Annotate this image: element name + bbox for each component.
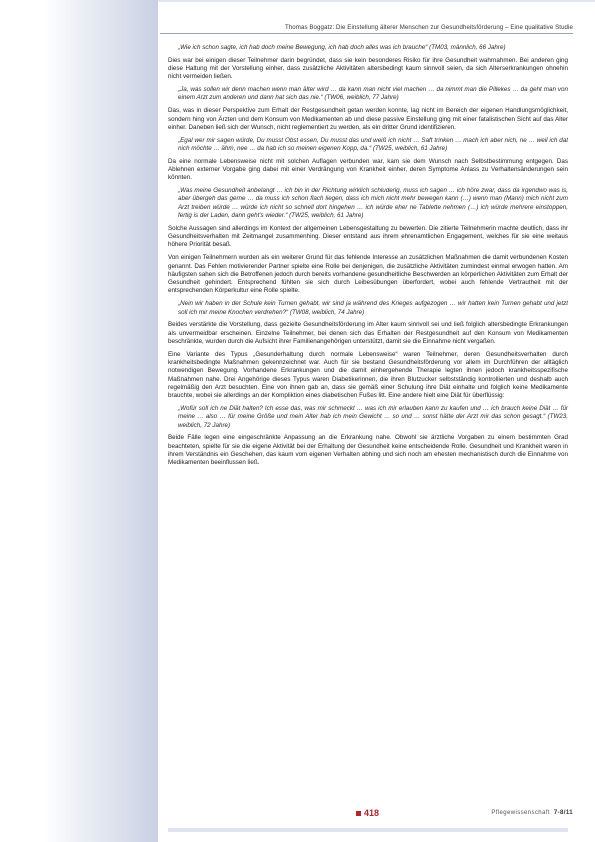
body-paragraph: Da eine normale Lebensweise nicht mit solchen Auflagen verbunden war, kam sie dem Wunsch nach Selbstbestimmung entgegen. Das Ablehnen externer Vorgabe ging dabei mit einer Verdrängung von Krankheit einher, deren Symptome Anlass zu Verhaltensänderungen sein könnten. <box>168 157 568 182</box>
article-column <box>168 44 568 472</box>
journal-footer <box>491 810 573 816</box>
page-number: 418 <box>356 808 379 818</box>
running-head: Thomas Boggatz: Die Einstellung älterer Menschen zur Gesundheitsförderung – Eine qualitative Studie <box>160 24 573 34</box>
interview-quote: „Egal wer mir sagen würde, Du musst Obst essen, Du musst das und weiß ich nicht … Saft trinken … mach ich aber nich, ne … weil ich dat nich möchte … ähm, nee … da hab ich so meinen eigenen Kopp, da.“ (TW25, weiblich, 61 Jahre) <box>178 136 568 152</box>
body-paragraph: Dies war bei einigen dieser Teilnehmer darin begründet, dass sie kein besonderes Risiko für ihre Gesundheit wahrnahmen. Bei anderen ging diese Haltung mit der Vorstellung einher, dass zusätzliche Aktivitäten altersbedingt kaum sinnvoll seien, da sich Alterserkrankungen ohnehin nicht vermeiden ließen. <box>168 56 568 81</box>
body-paragraph: Beides verstärkte die Vorstellung, dass gezielte Gesundheitsförderung im Alter kaum sinnvoll sei und ließ folglich altersbedingte Erkrankungen als unvermeidbar erscheinen. Einzelne Teilnehmer, bei denen sich das Erhalten der Restgesundheit auf den Konsum von Medikamenten beschränkte, wurden durch die Aufsicht ihrer Familienangehörigen unterstützt, damit sie die Einnahme nicht vergaßen. <box>168 321 568 345</box>
interview-quote: „Ja, was sollen wir denn machen wenn man älter wird … da kann man nicht viel machen … da nimmt man die Pillekes … da geht man von einem Arzt zum anderen und dann hat sich das nie.“ (TW06, weiblich, 77 Jahre) <box>178 86 568 102</box>
interview-quote: „Was meine Gesundheit anbelangt … ich bin in der Richtung wirklich schluderig, muss ich sagen … ich höre zwar, dass da irgendwo was is, aber übergeh das gerne … da muss ich schon flach liegen, dass ich mich nicht mehr bewegen kann (…) wenn man (Mann) mich nicht zum Arzt treiben würde … würde ich nicht so schnell dort hingehen … ich würde eher ne Tablette nehmen (…) ich würde mehrere einstoppen, fertig is der Laden, dann geht's wieder.“ (TW25, weiblich, 61 Jahre) <box>178 187 568 220</box>
interview-quote: „Nein wir haben in der Schule kein Turnen gehabt, wir sind ja während des Krieges aufgezogen … wir hatten kein Turnen gehabt und jetzt soll ich mir meine Knochen verdrehen?“ (TW08, weiblich, 74 Jahre) <box>178 300 568 316</box>
body-paragraph: Eine Variante des Typus „Gesunderhaltung durch normale Lebensweise“ waren Teilnehmer, deren Gesundheitsverhalten durch krankheitsbedingte Maßnahmen gekennzeichnet war. Auch für sie bestand Gesundheitsförderung vor allem im Durchführen der alltäglich notwendigen Bewegung. Vorhandene Erkrankungen und die damit einhergehende Therapie legten ihnen jedoch krankheitsspezifische Maßnahmen nahe. Drei Angehörige dieses Typus waren Diabetikerinnen, die ihren Blutzucker selbstständig kontrollierten und deshalb auch regelmäßig den Arzt besuchten. Eine von ihnen gab an, dass sie gemäß einer Schulung ihre Diät einhalte und folglich keine Medikamente brauchte, wobei sie allerdings an der Kompliktion eines diabetischen Fußes litt. Eine andere hielt eine Diät für überflüssig: <box>168 350 568 400</box>
body-paragraph: Das, was in dieser Perspektive zum Erhalt der Restgesundheit getan werden konnte, lag nicht im Bereich der eigenen Handlungsmöglichkeit, sondern hing von Ärzten und dem Konsum von Medikamenten ab und diese passive Einstellung ging mit einer fatalistischen Sicht auf das Alter einher. Daneben ließ sich der Wunsch, nicht reglementiert zu werden, als ein dritter Grund identifizieren. <box>168 107 568 131</box>
interview-quote: „Wie ich schon sagte, ich hab doch meine Bewegung, ich hab doch alles was ich brauche“ (TM03, männlich, 66 Jahre) <box>178 44 506 51</box>
journal-issue: 7-8/11 <box>553 810 573 816</box>
interview-quote: „Wofür soll ich ne Diät halten? Ich esse das, was mir schmeckt … was ich mir erlauben kann zu kaufen und … ich brauch keine Diät … für meine … also … für meine Größe und mein Alter hab ich mein Gewicht … so und … sonst hätte der Arzt mir das schon gesagt.“ (TW23, weiblich, 72 Jahre) <box>178 404 568 429</box>
journal-name: Pflegewissenschaft <box>491 810 550 816</box>
page-margin-band <box>0 0 158 842</box>
body-paragraph: Solche Aussagen sind allerdings im Kontext der allgemeinen Lebensgestaltung zu bewerten. Die zitierte Teilnehmerin machte deutlich, dass ihr Gesundheitsverhalten mit Zeitmangel zusammenhing. Dieser entstand aus ihrem ehrenamtlichen Engagement, welches für sie eine weitaus höhere Priorität besaß. <box>168 224 568 249</box>
footer-rule <box>168 828 568 832</box>
body-paragraph: Von einigen Teilnehmern wurden als ein weiterer Grund für das fehlende Interesse an zusätzlichen Maßnahmen die damit verbundenen Kosten genannt. Das Fehlen motivierender Partner spielte eine Rolle bei denjenigen, die zusätzliche Aktivitäten zumindest einmal erwogen hatten. Am häufigsten sahen sich die Betroffenen jedoch durch bereits vorhandene gesundheitliche Beschwerden an körperlichen Aktivitäten zum Erhalt der Gesundheit gehindert. Entsprechend fühlten sie sich durch Leibesübungen überfordert, wobei auch fehlende Vertrautheit mit der entsprechenden Körperkultur eine Rolle spielte. <box>168 254 568 295</box>
body-paragraph: Beide Fälle legen eine eingeschränkte Anpassung an die Erkrankung nahe. Obwohl sie ärztliche Vorgaben zu einem bestimmten Grad beachteten, spielte für sie die eigene Aktivität bei der Erhaltung der Gesundheit keine entscheidende Rolle. Gesundheit und Krankheit waren in ihrem Verständnis ein Geschehen, das kaum vom eigenen Verhalten abhing und sich noch am ehesten mechanistisch durch die Einnahme von Medikamenten beeinflussen ließ. <box>168 434 568 467</box>
